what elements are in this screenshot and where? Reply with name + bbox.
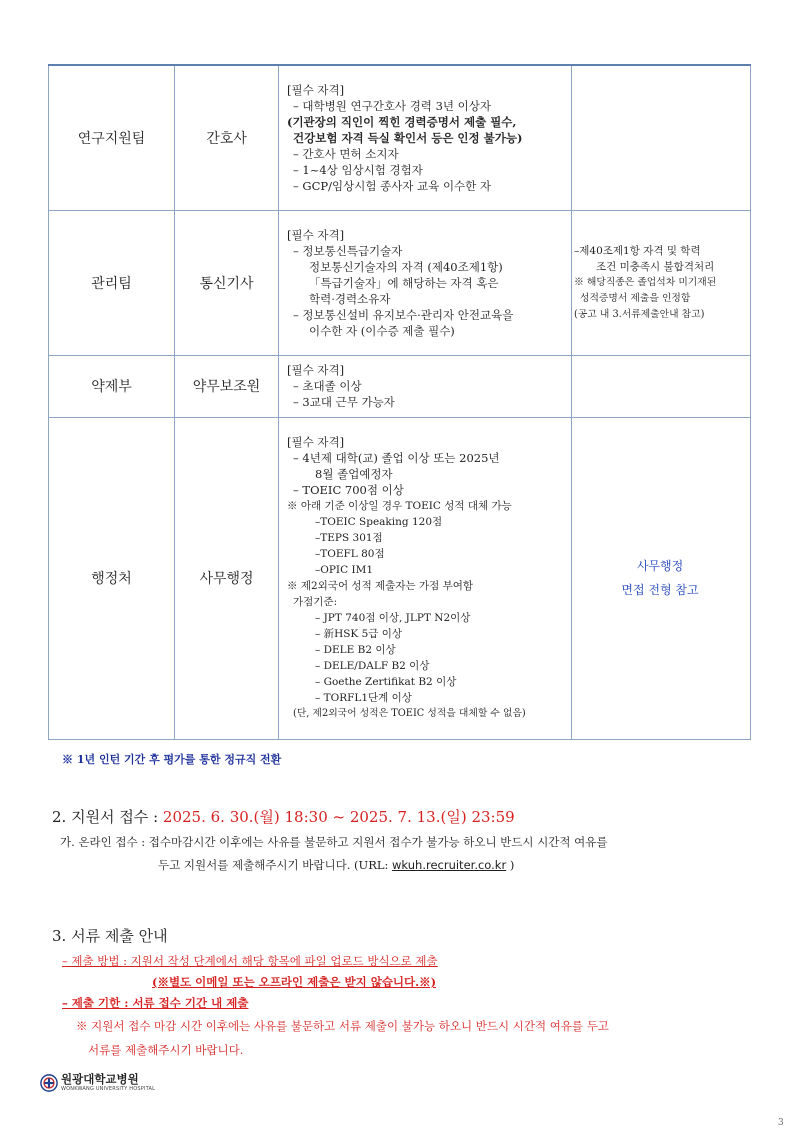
section2-heading: 2. 지원서 접수 :	[52, 808, 159, 826]
qualification-cell	[279, 355, 572, 417]
table-row	[49, 355, 751, 417]
table-row	[49, 65, 751, 210]
qualification-line: – DELE/DALF B2 이상	[315, 660, 430, 672]
qualification-line: 건강보험 자격 득실 확인서 등은 인정 불가능)	[293, 130, 523, 145]
section2-heading-line	[52, 806, 515, 827]
qualification-line: – DELE B2 이상	[315, 644, 396, 656]
hospital-logo	[40, 1073, 155, 1092]
qualification-table-body	[49, 65, 751, 739]
job-cell: 사무행정	[175, 417, 279, 739]
qualification-line: – 간호사 면허 소지자	[293, 146, 399, 161]
table-row	[49, 417, 751, 739]
remark-line: 성적증명서 제출을 인정함	[580, 292, 691, 304]
hospital-emblem-icon	[40, 1074, 58, 1092]
submission-warning-2: 서류를 제출해주시기 바랍니다.	[88, 1043, 244, 1057]
qualification-line: –TOEFL 80점	[315, 548, 385, 560]
qualification-line: –TEPS 301점	[315, 532, 383, 544]
qualification-line: – JPT 740점 이상, JLPT N2이상	[315, 612, 471, 624]
remarks-cell	[572, 210, 751, 355]
qualification-line: – 3교대 근무 가능자	[293, 395, 395, 409]
hospital-name-korean: 원광대학교병원	[61, 1072, 139, 1086]
interview-reference: 사무행정	[636, 559, 684, 573]
submission-warning-1: ※ 지원서 접수 마감 시간 이후에는 사유를 불문하고 서류 제출이 불가능 하오니 반드시 시간적 여유를 두고	[76, 1019, 609, 1033]
submission-deadline: – 제출 기한 : 서류 접수 기간 내 제출	[62, 996, 249, 1010]
remarks-cell	[572, 65, 751, 210]
remark-line: 조건 미충족시 불합격처리	[596, 260, 715, 273]
qualification-line: – 정보통신특급기술자	[293, 243, 403, 258]
qualification-line: – TORFL1단계 이상	[315, 692, 412, 704]
qualification-table	[48, 64, 751, 740]
qualification-line: ※ 아래 기준 이상일 경우 TOEIC 성적 대체 가능	[287, 500, 512, 512]
department-cell: 행정처	[49, 417, 175, 739]
hospital-name-english: WONKWANG UNIVERSITY HOSPITAL	[61, 1086, 156, 1092]
job-cell: 약무보조원	[175, 355, 279, 417]
remarks-cell	[572, 355, 751, 417]
qualification-line: 가점기준:	[293, 596, 338, 608]
department-cell: 약제부	[49, 355, 175, 417]
remark-line: ※ 해당직종은 졸업석차 미기재된	[574, 276, 717, 288]
qualification-line: – Goethe Zertifikat B2 이상	[315, 676, 457, 688]
qualification-line: ※ 제2외국어 성적 제출자는 가점 부여함	[287, 580, 474, 592]
online-application-line: 가. 온라인 접수 : 접수마감시간 이후에는 사유를 불문하고 지원서 접수가 불가능 하오니 반드시 시간적 여유를	[60, 835, 608, 849]
qualification-line: 학력·경력소유자	[309, 291, 391, 306]
qualification-line: (기관장의 직인이 찍힌 경력증명서 제출 필수,	[287, 114, 517, 129]
online-application-text: 두고 지원서를 제출해주시기 바랍니다. (URL:	[158, 858, 393, 872]
qualification-line: – 4년제 대학(교) 졸업 이상 또는 2025년	[293, 451, 500, 465]
qualification-line: [필수 자격]	[287, 227, 345, 242]
department-cell: 관리팀	[49, 210, 175, 355]
qualification-line: [필수 자격]	[287, 435, 345, 449]
qualification-line: – 대학병원 연구간호사 경력 3년 이상자	[293, 98, 491, 113]
job-cell: 간호사	[175, 65, 279, 210]
online-application-line-2	[158, 857, 514, 873]
page-number: 3	[778, 1118, 784, 1128]
qualification-line: [필수 자격]	[287, 82, 345, 97]
qualification-line: – 정보통신설비 유지보수·관리자 안전교육을	[293, 307, 514, 322]
job-cell: 통신기사	[175, 210, 279, 355]
qualification-cell	[279, 65, 572, 210]
qualification-line: – GCP/임상시험 종사자 교육 이수한 자	[293, 178, 492, 193]
qualification-line: –OPIC IM1	[315, 564, 374, 576]
qualification-line: 정보통신기술자의 자격 (제40조제1항)	[309, 259, 503, 274]
remarks-cell	[572, 417, 751, 739]
interview-reference: 면접 전형 참고	[621, 583, 699, 597]
remark-line: (공고 내 3.서류제출안내 참고)	[574, 308, 705, 320]
qualification-line: 「특급기술자」에 해당하는 자격 혹은	[309, 275, 499, 290]
department-cell: 연구지원팀	[49, 65, 175, 210]
qualification-line: 이수한 자 (이수증 제출 필수)	[309, 323, 455, 338]
online-application-close: )	[506, 858, 515, 872]
recruit-url-link[interactable]: wkuh.recruiter.co.kr	[392, 858, 507, 872]
qualification-cell	[279, 210, 572, 355]
qualification-cell	[279, 417, 572, 739]
submission-method-note: (※별도 이메일 또는 오프라인 제출은 받지 않습니다.※)	[152, 975, 437, 989]
table-row	[49, 210, 751, 355]
qualification-line: – TOEIC 700점 이상	[293, 483, 404, 497]
application-period: 2025. 6. 30.(월) 18:30 ~ 2025. 7. 13.(일) 23:59	[162, 808, 515, 826]
qualification-line: – 新HSK 5급 이상	[315, 628, 403, 640]
section3-heading: 3. 서류 제출 안내	[52, 927, 168, 945]
qualification-line: – 1~4상 임상시험 경험자	[293, 162, 423, 177]
qualification-line: – 초대졸 이상	[293, 379, 362, 393]
qualification-line: (단, 제2외국어 성적은 TOEIC 성적을 대체할 수 없음)	[293, 708, 526, 719]
qualification-line: –TOEIC Speaking 120점	[315, 516, 443, 528]
submission-method: – 제출 방법 : 지원서 작성 단계에서 해당 항목에 파일 업로드 방식으로 제출	[62, 954, 438, 968]
remark-line: –제40조제1항 자격 및 학력	[574, 244, 701, 257]
qualification-line: [필수 자격]	[287, 363, 345, 377]
qualification-line: 8월 졸업예정자	[315, 467, 393, 481]
intern-note: ※ 1년 인턴 기간 후 평가를 통한 정규직 전환	[62, 753, 282, 766]
